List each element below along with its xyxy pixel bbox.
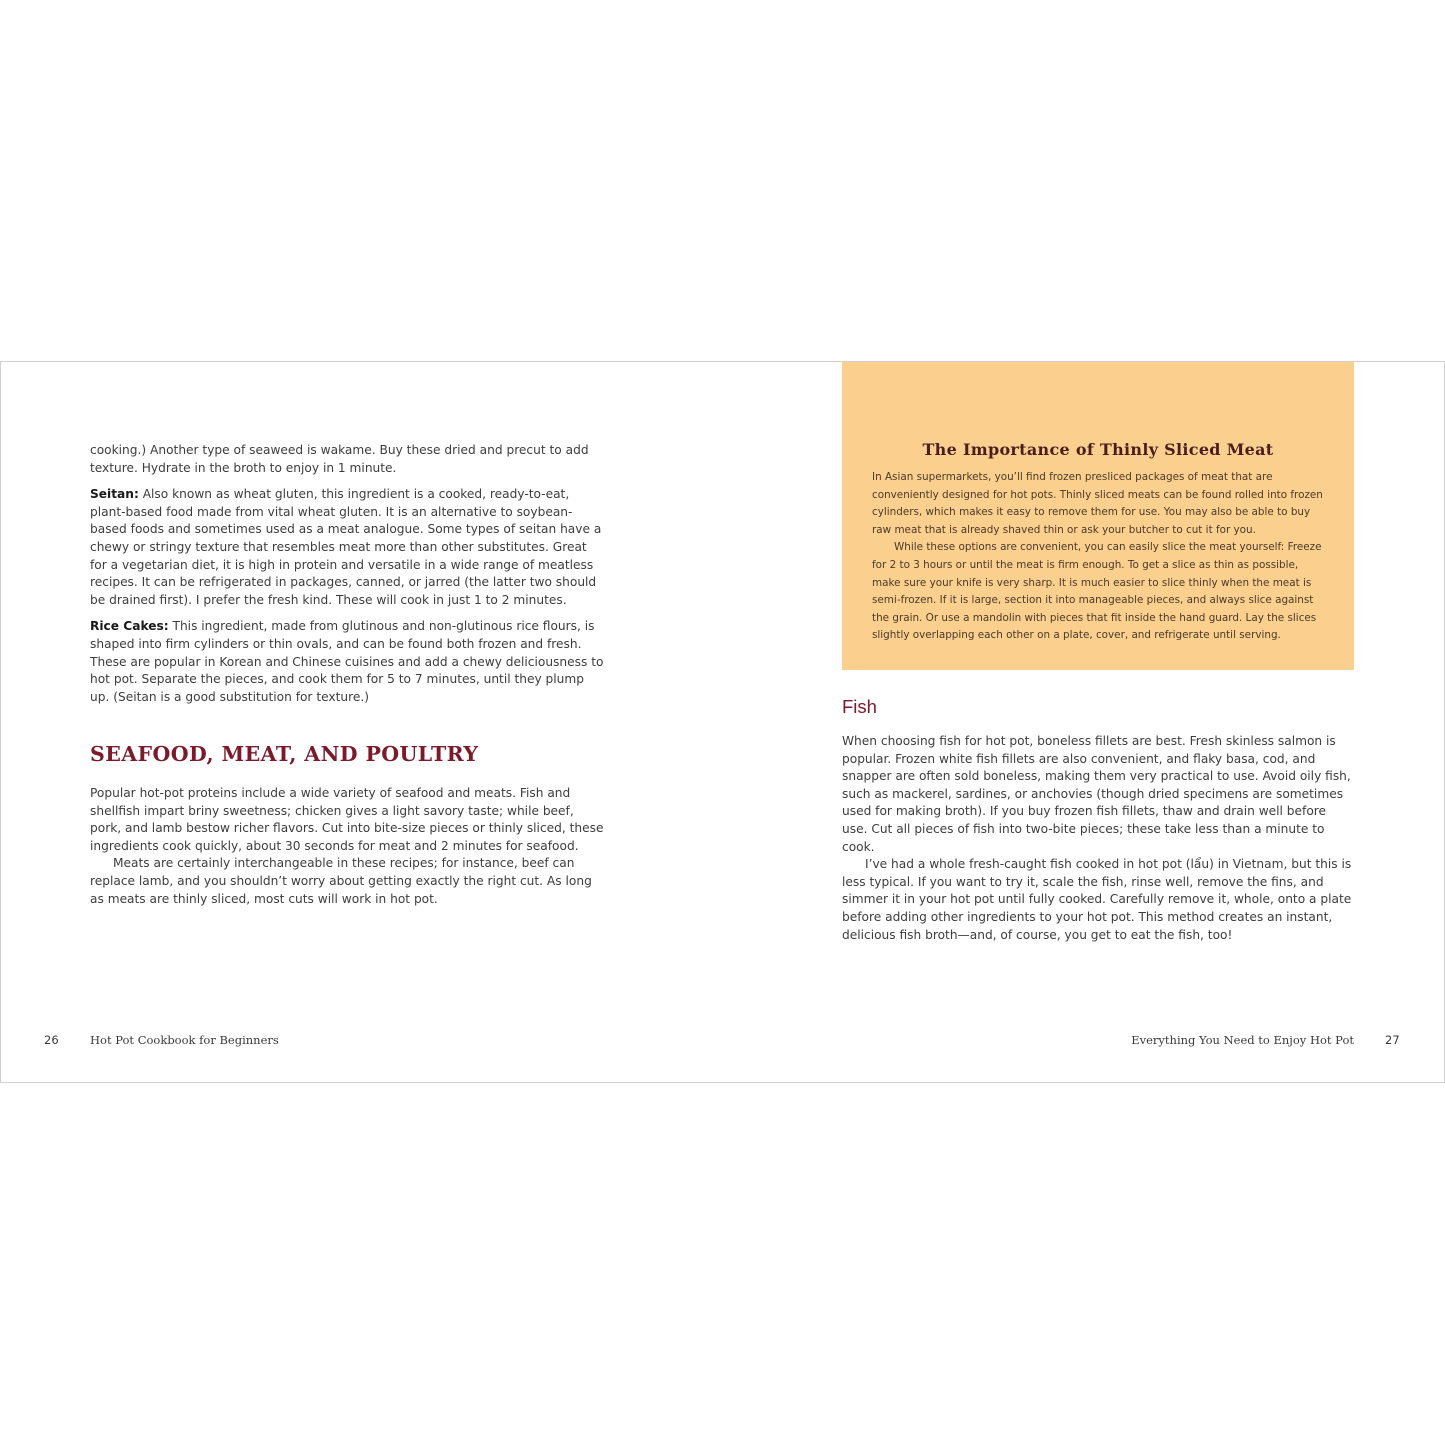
- section-heading-seafood: SEAFOOD, MEAT, AND POULTRY: [90, 742, 479, 766]
- seafood-section-body: [90, 785, 605, 908]
- paragraph-fish-choosing: When choosing fish for hot pot, boneless fillets are best. Fresh skinless salmon is popular. Frozen white fish fillets are also convenient, and flaky basa, cod, and snapper are often sold boneless, making them very practical to use. Avoid oily fish, such as mackerel, sardines, or anchovies (though dried specimens are sometimes used for making broth). If you buy frozen fish fillets, thaw and drain well before use. Cut all pieces of fish into two-bite pieces; these take less than a minute to cook.: [842, 734, 1351, 854]
- term-seitan: Seitan:: [90, 487, 139, 502]
- sidebar-paragraph-2: While these options are convenient, you can easily slice the meat yourself: Freeze for 2 to 3 hours or until the meat is firm enough. To get a slice as thin as possible, make sure your knife is very sharp. It is much easier to slice thinly when the meat is semi-frozen. If it is large, section it into manageable pieces, and always slice against the grain. Or use a mandolin with pieces that fit inside the hand guard. Lay the slices slightly overlapping each other on a plate, cover, and refrigerate until serving.: [872, 541, 1322, 642]
- running-title-right: Everything You Need to Enjoy Hot Pot: [1131, 1033, 1354, 1047]
- paragraph-rice-cakes: Rice Cakes: This ingredient, made from glutinous and non-glutinous rice flours, is shaped into firm cylinders or thin ovals, and can be found both frozen and fresh. These are popular in Korean and Chinese cuisines and add a chewy deliciousness to hot pot. Separate the pieces, and cook them for 5 to 7 minutes, until they plump up. (Seitan is a good substitution for texture.): [90, 619, 604, 704]
- paragraph-seaweed: cooking.) Another type of seaweed is wakame. Buy these dried and precut to add texture. Hydrate in the broth to enjoy in 1 minute.: [90, 443, 589, 475]
- paragraph-meats-interchangeable: Meats are certainly interchangeable in these recipes; for instance, beef can replace lamb, and you shouldn’t worry about getting exactly the right cut. As long as meats are thinly sliced, most cuts will work in hot pot.: [90, 856, 592, 906]
- paragraph-seitan: Seitan: Also known as wheat gluten, this ingredient is a cooked, ready-to-eat, plant-based food made from vital wheat gluten. It is an alternative to soybean-based foods and sometimes used as a meat analogue. Some types of seitan have a chewy or stringy texture that resembles meat more than other substitutes. Great for a vegetarian diet, it is high in protein and versatile in a wide range of meatless recipes. It can be refrigerated in packages, canned, or jarred (the latter two should be drained first). I prefer the fresh kind. These will cook in just 1 to 2 minutes.: [90, 487, 602, 607]
- paragraph-proteins: Popular hot-pot proteins include a wide variety of seafood and meats. Fish and shellfish impart briny sweetness; chicken gives a light savory taste; while beef, pork, and lamb bestow richer flavors. Cut into bite-size pieces or thinly sliced, these ingredients cook quickly, about 30 seconds for meat and 2 minutes for seafood.: [90, 786, 604, 853]
- page-number-left: 26: [44, 1033, 59, 1047]
- sidebar-box: [842, 362, 1354, 670]
- fish-section-body: [842, 733, 1354, 944]
- sidebar-title: The Importance of Thinly Sliced Meat: [922, 440, 1274, 459]
- sidebar-paragraph-1: In Asian supermarkets, you’ll find frozen presliced packages of meat that are conveniently designed for hot pots. Thinly sliced meats can be found rolled into frozen cylinders, which makes it easy to remove them for use. You may also be able to buy raw meat that is already shaved thin or ask your butcher to cut it for you.: [872, 471, 1323, 536]
- page-number-right: 27: [1385, 1033, 1400, 1047]
- sidebar-body: [872, 469, 1324, 645]
- term-rice-cakes: Rice Cakes:: [90, 619, 169, 634]
- running-title-left: Hot Pot Cookbook for Beginners: [90, 1033, 279, 1047]
- subheading-fish: Fish: [842, 696, 877, 717]
- paragraph-fish-whole: I’ve had a whole fresh-caught fish cooked in hot pot (lẩu) in Vietnam, but this is less typical. If you want to try it, scale the fish, rinse well, remove the fins, and simmer it in your hot pot until fully cooked. Carefully remove it, whole, onto a plate before adding other ingredients to your hot pot. This method creates an instant, delicious fish broth—and, of course, you get to eat the fish, too!: [842, 857, 1352, 942]
- left-page-body: [90, 442, 605, 715]
